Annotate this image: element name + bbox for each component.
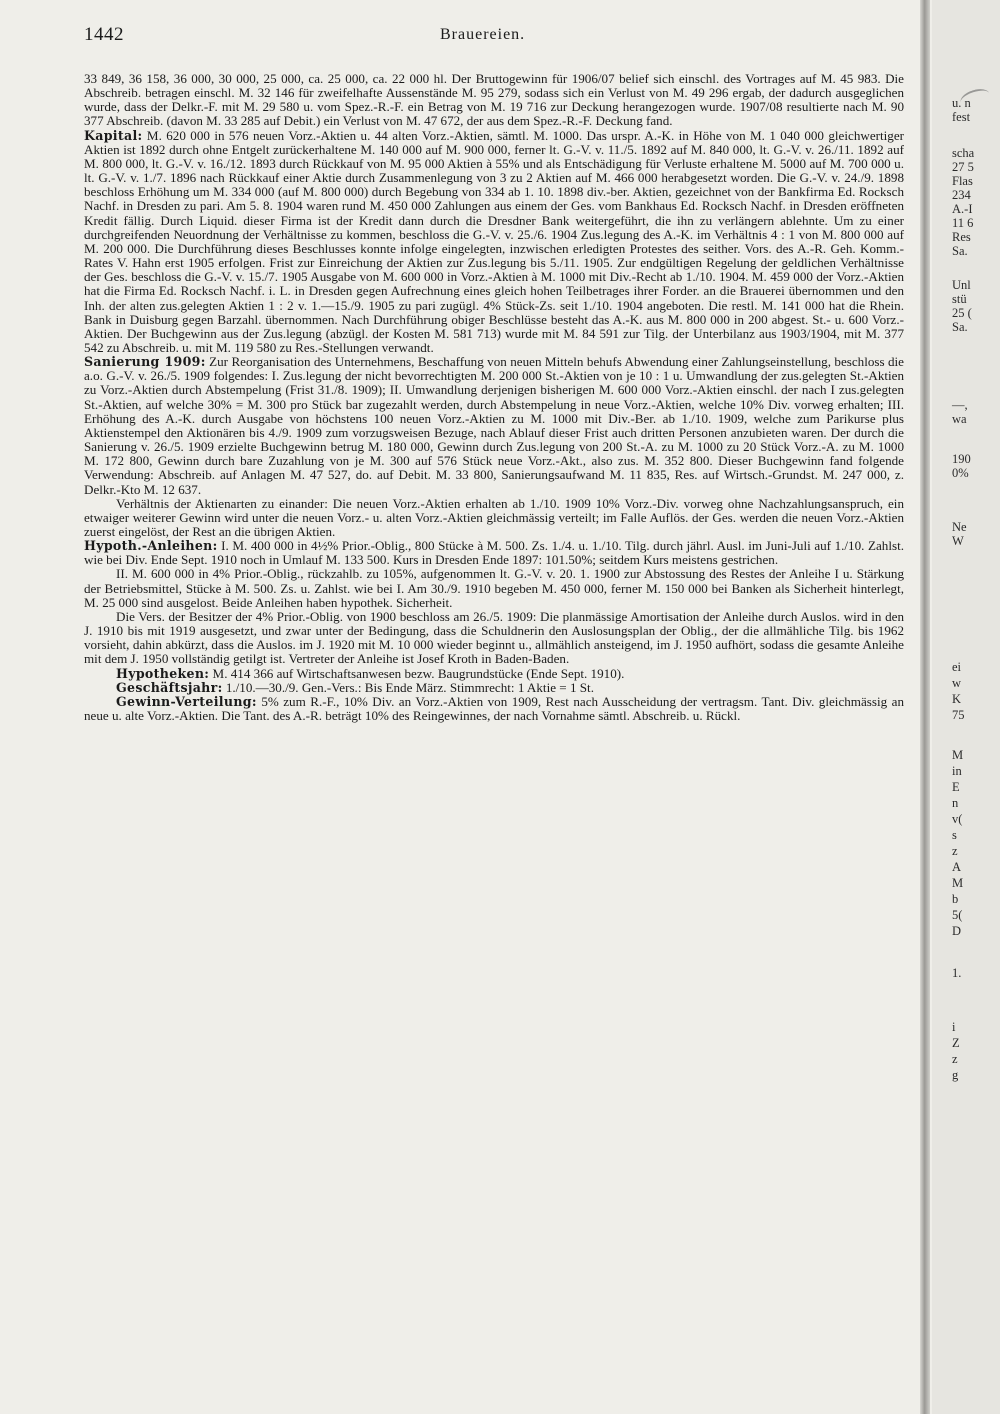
facing-page-edge bbox=[932, 0, 1000, 1414]
facing-page-fragment: stü bbox=[952, 292, 967, 306]
facing-page-fragment: 1. bbox=[952, 966, 962, 980]
paragraph-text: 1./10.—30./9. Gen.-Vers.: Bis Ende März. Stimmrecht: 1 Aktie = 1 St. bbox=[225, 679, 594, 695]
section-heading: Sanierung 1909: bbox=[84, 354, 206, 370]
facing-page-fragment: Sa. bbox=[952, 244, 968, 258]
paragraph bbox=[84, 695, 904, 723]
facing-page-fragment: Flas bbox=[952, 174, 973, 188]
facing-page-fragment: K bbox=[952, 692, 962, 706]
facing-page-fragment: M bbox=[952, 748, 964, 762]
paragraph bbox=[84, 497, 904, 539]
paragraph-text: 33 849, 36 158, 36 000, 30 000, 25 000, ca. 25 000, ca. 22 000 hl. Der Bruttogewinn für 1906/07 belief sich einschl. des Vortrages auf M. 45 983. Die Abschreib. betragen einschl. M. 32 146 für zweifelhafte Aussenstände M. 95 279, sodass sich ein Verlust von M. 49 296 ergab, der dadurch ausgeglichen wurde, dass der Delkr.-F. mit M. 29 580 u. vom Spez.-R.-F. ein Betrag von M. 19 716 zur Deckung herangezogen wurde. 1907/08 resultierte nach M. 90 377 Abschreib. (davon M. 33 285 auf Debit.) ein Verlust von M. 47 672, der aus dem Spez.-R.-F. Deckung fand. bbox=[84, 71, 904, 129]
paragraph bbox=[84, 667, 904, 681]
facing-page-fragment: i bbox=[952, 1020, 956, 1034]
facing-page-fragment: 5( bbox=[952, 908, 963, 922]
main-text-column bbox=[84, 72, 904, 723]
facing-page-fragment: z bbox=[952, 844, 958, 858]
facing-page-fragment: v( bbox=[952, 812, 963, 826]
facing-page-fragment: in bbox=[952, 764, 962, 778]
facing-page-fragment: 11 6 bbox=[952, 216, 974, 230]
paragraph bbox=[84, 567, 904, 609]
facing-page-fragment: Ne bbox=[952, 520, 967, 534]
paragraph-text: Zur Reorganisation des Unternehmens, Beschaffung von neuen Mitteln behufs Abwendung einer Zahlungseinstellung, beschloss die a.o. G.-V. v. 26./5. 1909 folgendes: I. Zus.legung der nicht bevorrechtigten M. 200 000 St.-Aktien von je 10 : 1 u. Umwandlung der zus.gelegten St.-Aktien zu Vorz.-Aktien durch Abstempelung (Frist 31./8. 1909); II. Umwandlung derjenigen bisherigen M. 600 000 Vorz.-Aktien einschl. der nach I zus.gelegten St.-Aktien, auf welche 30% = M. 300 pro Stück bar zugezahlt werden, durch Abstempelung in neue Vorz.-Aktien, welche 10% Div. vorweg erhalten; III. Erhöhung des A.-K. durch Ausgabe von höchstens 100 neuen Vorz.-Aktien zu M. 1000 mit Div.-Ber. ab 1./10. 1909, welche zum Parikurse plus Aktienstempel den Aktionären bis 4./9. 1909 zum vorzugsweisen Bezuge, nach Ablauf dieser Frist auch dritten Personen anzubieten waren. Der durch die Sanierung v. 26./5. 1909 erzielte Buchgewinn betrug M. 180 000, Gewinn durch Zus.legung von 200 St.-A. zu M. 1000 zu 20 Stück Vorz.-A. zu M. 1000 M. 172 800, Gewinn durch bare Zuzahlung von je M. 300 auf 576 Stück neue Vorz.-Akt., also zus. M. 352 800. Dieser Buchgewinn fand folgende Verwendung: Abschreib. auf Anlagen M. 47 527, do. auf Debit. M. 33 800, Sanierungsaufwand M. 11 835, Res. auf Wirtsch.-Grundst. M. 247 000, z. Delkr.-Kto M. 12 637. bbox=[84, 354, 904, 497]
facing-page-fragment: 190 bbox=[952, 452, 971, 466]
paragraph-text: I. M. 400 000 in 4½% Prior.-Oblig., 800 Stücke à M. 500. Zs. 1./4. u. 1./10. Tilg. durch jährl. Ausl. im Juni-Juli auf 1./10. Zahlst. wie bei Div. Ende Sept. 1910 noch in Umlauf M. 133 500. Kurs in Dresden Ende 1897: 101.50%; seitdem Kurs meistens gestrichen. bbox=[84, 538, 904, 568]
facing-page-fragment: D bbox=[952, 924, 962, 938]
page-number: 1442 bbox=[84, 24, 124, 45]
paragraph bbox=[84, 72, 904, 129]
facing-page-fragment: 234 bbox=[952, 188, 971, 202]
facing-page-fragment: W bbox=[952, 534, 964, 548]
paragraph-text: II. M. 600 000 in 4% Prior.-Oblig., rückzahlb. zu 105%, aufgenommen lt. G.-V. v. 20. 1. 1900 zur Abstossung des Restes der Anleihe I u. Stärkung der Betriebsmittel, Stücke à M. 500. Zs. u. Zahlst. wie bei I. Am 30./9. 1910 begeben M. 450 000, ferner M. 150 000 bei Banken als Sicherheit hinterlegt, M. 25 000 sind ausgelost. Beide Anleihen haben hypothek. Sicherheit. bbox=[84, 566, 904, 610]
paragraph bbox=[84, 610, 904, 667]
section-heading: Gewinn-Verteilung: bbox=[116, 693, 257, 709]
facing-page-fragment: M bbox=[952, 876, 964, 890]
facing-page-fragment: Sa. bbox=[952, 320, 968, 334]
paragraph-text: M. 414 366 auf Wirtschaftsanwesen bezw. Baugrundstücke (Ende Sept. 1910). bbox=[212, 665, 625, 681]
facing-page-fragment: 25 ( bbox=[952, 306, 972, 320]
paragraph bbox=[84, 355, 904, 497]
facing-page-fragment: wa bbox=[952, 412, 967, 426]
section-heading: Kapital: bbox=[84, 127, 143, 143]
paragraph bbox=[84, 681, 904, 695]
facing-page-fragment: g bbox=[952, 1068, 959, 1082]
paragraph bbox=[84, 129, 904, 356]
book-gutter bbox=[920, 0, 930, 1414]
paragraph-text: 5% zum R.-F., 10% Div. an Vorz.-Aktien von 1909, Rest nach Ausscheidung der vertragsm. Tant. Div. gleichmässig an neue u. alte Vorz.-Aktien. Die Tant. des A.-R. beträgt 10% des Reingewinnes, der nach Vornahme sämtl. Abschreib. u. Rückl. bbox=[84, 693, 904, 724]
facing-page-fragment: Unl bbox=[952, 278, 971, 292]
paragraph-text: Die Vers. der Besitzer der 4% Prior.-Oblig. von 1900 beschloss am 26./5. 1909: Die planmässige Amortisation der Anleihe durch Auslos. wird in den J. 1910 bis mit 1919 ausgesetzt, und zwar unter der Bedingung, dass die Schuldnerin den Auslosungsplan der Oblig., der die allmähliche Tilg. bis 1962 vorsieht, dahin abkürzt, dass die Auslos. im J. 1920 mit M. 10 000 wieder beginnt u., allmählich ansteigend, im J. 1950 aufhört, sodass die gesamte Anleihe mit dem J. 1950 vollständig getilgt ist. Vertreter der Anleihe ist Josef Kroth in Baden-Baden. bbox=[84, 608, 904, 667]
paragraph bbox=[84, 539, 904, 567]
facing-page-fragment: b bbox=[952, 892, 959, 906]
facing-page-fragment: 75 bbox=[952, 708, 965, 722]
facing-page-fragment: 0% bbox=[952, 466, 969, 480]
facing-page-fragment: u. n bbox=[952, 96, 971, 110]
facing-page-fragment: s bbox=[952, 828, 957, 842]
page-header bbox=[84, 24, 904, 50]
facing-page-fragment: Res bbox=[952, 230, 971, 244]
paragraph-text: Verhältnis der Aktienarten zu einander: Die neuen Vorz.-Aktien erhalten ab 1./10. 1909 10% Vorz.-Div. vorweg ohne Nachzahlungsanspruch, ein etwaiger weiterer Gewinn wird unter die neuen Vorz.- u. alten Vorz.-Aktien gleichmässig verteilt; im Falle Auflös. der Ges. werden die neuen Vorz.-Aktien zuerst eingelöst, der Rest an die übrigen Aktien. bbox=[84, 495, 904, 539]
facing-page-fragment: —, bbox=[952, 398, 968, 412]
facing-page-fragment: n bbox=[952, 796, 959, 810]
paragraph-text: M. 620 000 in 576 neuen Vorz.-Aktien u. 44 alten Vorz.-Aktien, sämtl. M. 1000. Das urspr. A.-K. in Höhe von M. 1 040 000 gleichwertiger Aktien ist 1892 durch ohne Entgelt zurückerhaltene M. 140 000 auf M. 900 000, ferner lt. G.-V. v. 11./5. 1892 auf M. 840 000, lt. G.-V. v. 26./11. 1892 auf M. 800 000, lt. G.-V. v. 16./12. 1893 durch Rückkauf von M. 95 000 Aktien à 55% und als Entschädigung für Verluste erhaltene M. 5000 auf M. 700 000 u. lt. G.-V. v. 1./7. 1896 nach Rückkauf einer Aktie durch Zusammenlegung von 3 zu 2 Aktien auf M. 466 000 herabgesetzt worden. Die G.-V. v. 24./9. 1898 beschloss Erhöhung um M. 334 000 (auf M. 800 000) durch Begebung von 334 ab 1. 10. 1898 div.-ber. Aktien, gezeichnet von der Bankfirma Ed. Rocksch Nachf. in Dresden zu pari. Am 5. 8. 1904 waren rund M. 450 000 Zahlungen aus einem der Ges. vom Bankhaus Ed. Rocksch Nachf. in Dresden eröffneten Kredit fällig. Durch Liquid. dieser Firma ist der Kredit dann durch die Dresdner Bank weitergeführt, die ihn zu verlängern ablehnte. Um zu einer durchgreifenden Neuordnung der Verhältnisse zu kommen, beschloss die G.-V. v. 25./6. 1904 Zus.legung des A.-K. im Verhältnis 4 : 1 von M. 800 000 auf M. 200 000. Die Durchführung dieses Beschlusses konnte infolge eingelegten, inzwischen erledigten Protestes des seither. Vors. des A.-R. Geh. Komm.-Rates V. Hahn erst 1905 erfolgen. Frist zur Einreichung der Aktien zur Zus.legung bis 5./11. 1905. Zur endgültigen Regelung der geldlichen Verhältnisse der Ges. beschloss die G.-V. v. 15./7. 1905 Ausgabe von M. 600 000 in Vorz.-Aktien à M. 1000 mit Div.-Recht ab 1./10. 1904. M. 459 000 der Vorz.-Aktien hat die Firma Ed. Rocksch Nachf. i. L. in Dresden gegen Aufrechnung eines gleich hohen Teilbetrages ihrer Forder. an die Brauerei übernommen und den Inh. der alten zus.gelegten Aktien 1 : 2 v. 1.—15./9. 1905 zu pari zugügl. 4% Stück-Zs. seit 1./10. 1904 angeboten. Die restl. M. 141 000 hat die Rhein. Bank in Duisburg gegen Barzahl. übernommen. Nach Durchführung obiger Beschlüsse besteht das A.-K. aus M. 800 000 in 200 abgest. St.- u. 600 Vorz.-Aktien. Der Buchgewinn aus der Zus.legung (abzügl. der Kosten M. 581 713) wurde mit M. 84 591 zur Tilg. der Unterbilanz aus 1903/1904, mit M. 377 542 zu Abschreib. u. mit M. 119 580 zu Res.-Stellungen verwandt. bbox=[84, 127, 904, 355]
facing-page-fragment: fest bbox=[952, 110, 971, 124]
facing-page-fragment: A.-I bbox=[952, 202, 973, 216]
facing-page-fragment: z bbox=[952, 1052, 958, 1066]
facing-page-fragment: ei bbox=[952, 660, 962, 674]
section-heading: Hypotheken: bbox=[116, 665, 210, 681]
facing-page-fragment: scha bbox=[952, 146, 975, 160]
facing-page-fragment: Z bbox=[952, 1036, 960, 1050]
running-title: Brauereien. bbox=[440, 26, 526, 43]
facing-page-fragment: E bbox=[952, 780, 960, 794]
facing-page-fragment: 27 5 bbox=[952, 160, 974, 174]
section-heading: Geschäftsjahr: bbox=[116, 679, 223, 695]
section-heading: Hypoth.-Anleihen: bbox=[84, 538, 218, 554]
facing-page-fragment: A bbox=[952, 860, 962, 874]
facing-page-fragment: w bbox=[952, 676, 962, 690]
